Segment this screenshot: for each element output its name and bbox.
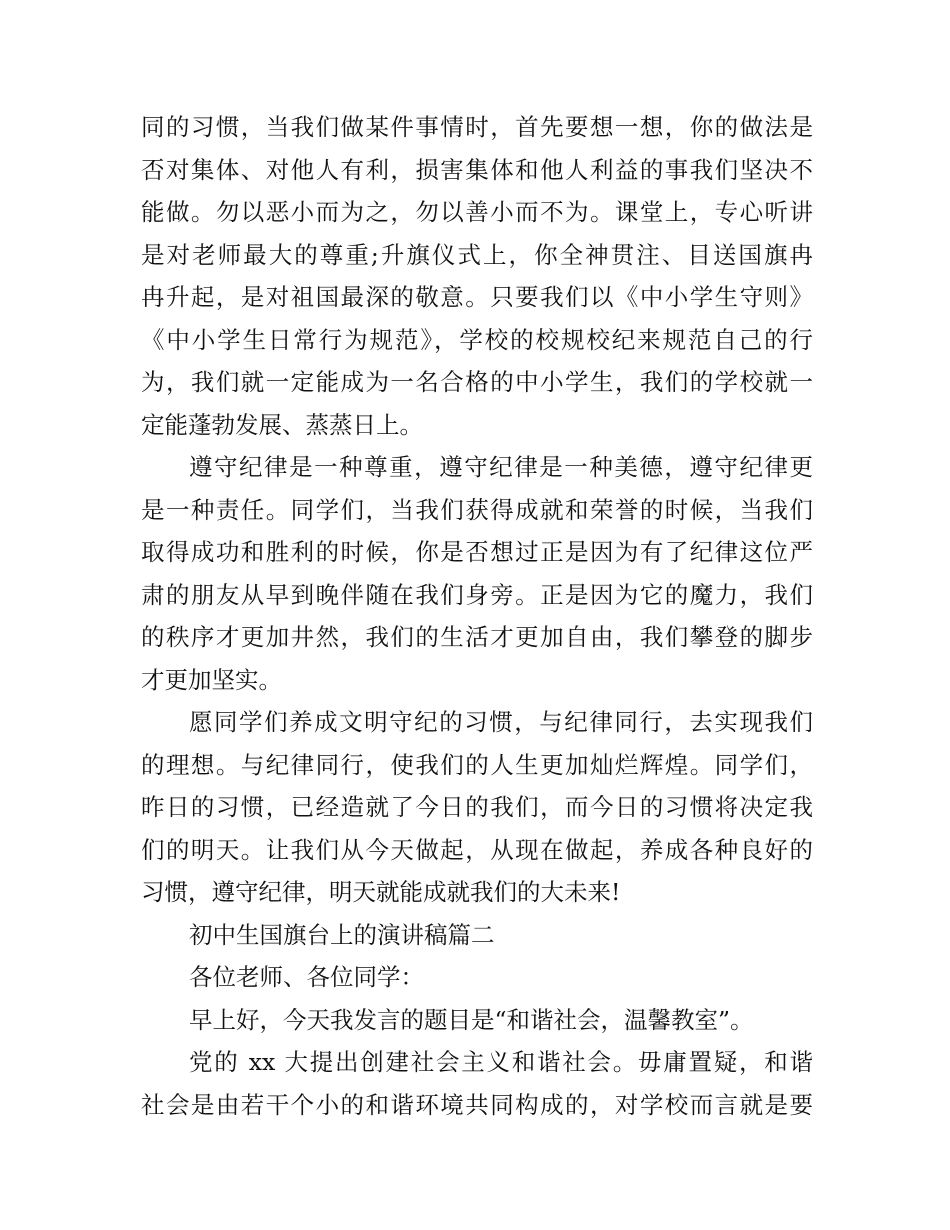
text-line: 为，我们就一定能成为一名合格的中小学生，我们的学校就一 — [141, 368, 813, 396]
text-line: 是一种责任。同学们，当我们获得成就和荣誉的时候，当我们 — [141, 495, 813, 524]
text-line: 取得成功和胜利的时候，你是否想过正是因为有了纪律这位严 — [141, 538, 813, 566]
text-line: 社会是由若干个小的和谐环境共同构成的，对学校而言就是要 — [141, 1090, 813, 1119]
text-line: 昨日的习惯，已经造就了今日的我们，而今日的习惯将决定我 — [141, 793, 813, 821]
text-line: 的秩序才更加井然，我们的生活才更加自由，我们攀登的脚步 — [141, 623, 813, 651]
text-line: 党的 xx 大提出创建社会主义和谐社会。毋庸置疑，和谐 — [189, 1048, 813, 1076]
text-line: 肃的朋友从早到晚伴随在我们身旁。正是因为它的魔力，我们 — [141, 580, 813, 609]
text-line: 《中小学生日常行为规范》，学校的校规校纪来规范自己的行 — [141, 325, 813, 354]
text-line: 的理想。与纪律同行，使我们的人生更加灿烂辉煌。同学们， — [141, 750, 813, 779]
text-line: 同的习惯，当我们做某件事情时，首先要想一想，你的做法是 — [141, 113, 813, 141]
text-line: 们的明天。让我们从今天做起，从现在做起，养成各种良好的 — [141, 835, 813, 864]
text-line: 习惯，遵守纪律，明天就能成就我们的大未来! — [141, 878, 621, 906]
text-line: 才更加坚实。 — [141, 665, 282, 694]
body-text — [141, 106, 813, 1126]
text-line: 冉升起，是对祖国最深的敬意。只要我们以《中小学生守则》 — [141, 283, 813, 311]
text-line: 否对集体、对他人有利，损害集体和他人利益的事我们坚决不 — [141, 155, 813, 184]
text-line: 能做。勿以恶小而为之，勿以善小而不为。课堂上，专心听讲 — [141, 198, 813, 226]
text-line: 早上好，今天我发言的题目是“和谐社会，温馨教室”。 — [189, 1005, 754, 1034]
text-line: 是对老师最大的尊重;升旗仪式上，你全神贯注、目送国旗冉 — [141, 240, 813, 269]
text-line: 初中生国旗台上的演讲稿篇二 — [189, 920, 495, 949]
text-line: 各位老师、各位同学： — [189, 963, 424, 991]
text-line: 愿同学们养成文明守纪的习惯，与纪律同行，去实现我们 — [189, 708, 813, 736]
text-line: 遵守纪律是一种尊重，遵守纪律是一种美德，遵守纪律更 — [189, 453, 813, 481]
text-line: 定能蓬勃发展、蒸蒸日上。 — [141, 410, 423, 439]
